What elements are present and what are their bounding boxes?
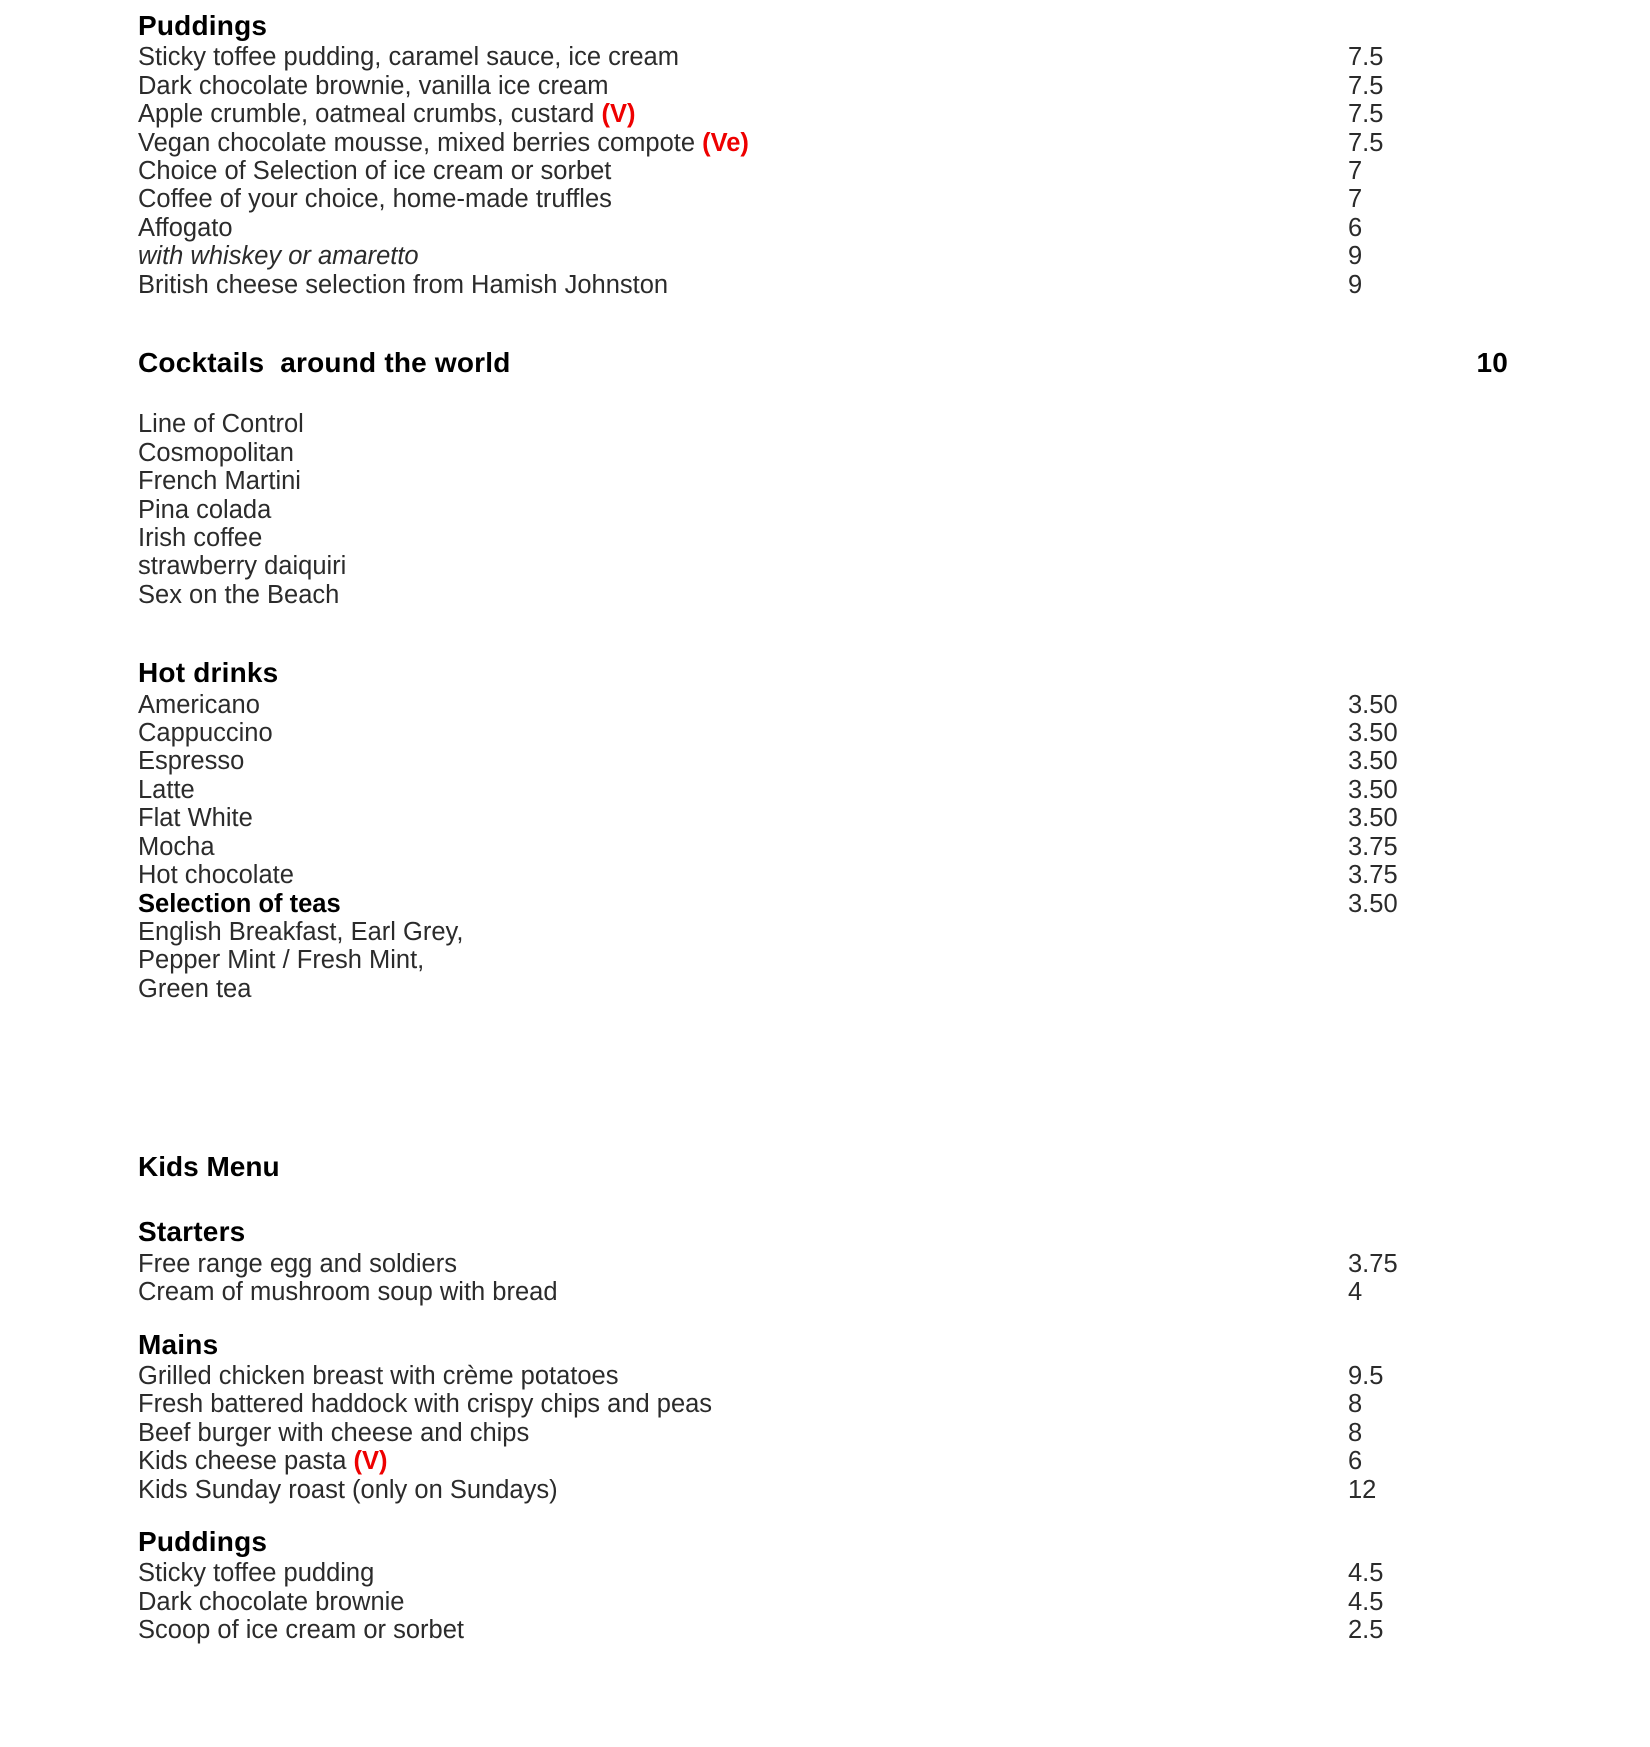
item-name: with whiskey or amaretto <box>138 242 419 271</box>
tea-variety-line: Pepper Mint / Fresh Mint, <box>138 946 425 975</box>
hot-drinks-item-list <box>138 691 1508 1004</box>
menu-item-row <box>138 100 1508 128</box>
kids-mains-item-list <box>138 1362 1508 1504</box>
section-kids-menu <box>138 1149 1508 1644</box>
item-name: Sticky toffee pudding <box>138 1559 375 1588</box>
item-name: Dark chocolate brownie, vanilla ice cream <box>138 71 609 100</box>
menu-item-row <box>138 1476 1508 1504</box>
item-name: Beef burger with cheese and chips <box>138 1418 530 1447</box>
menu-item-row <box>138 833 1508 861</box>
menu-item-row <box>138 691 1508 719</box>
item-name: Dark chocolate brownie <box>138 1587 405 1616</box>
item-name: Cappuccino <box>138 718 273 747</box>
item-name: Latte <box>138 775 195 804</box>
section-hot-drinks <box>138 655 1508 1003</box>
menu-content <box>138 8 1508 1644</box>
item-name: Choice of Selection of ice cream or sorbet <box>138 156 612 185</box>
item-name: Mocha <box>138 832 215 861</box>
kids-mains-heading: Mains <box>138 1328 219 1360</box>
item-name: Flat White <box>138 804 253 833</box>
cocktail-item: Line of Control <box>138 410 304 439</box>
section-puddings <box>138 8 1508 299</box>
item-price: 9 <box>1348 270 1363 299</box>
item-name: Selection of teas <box>138 889 341 918</box>
menu-item-row <box>138 804 1508 832</box>
menu-item-row <box>138 185 1508 213</box>
item-price: 3.50 <box>1348 718 1398 747</box>
section-cocktails <box>138 345 1508 609</box>
dietary-tag-vegetarian: (V) <box>601 100 636 129</box>
item-name: Vegan chocolate mousse, mixed berries compote <box>138 128 703 157</box>
menu-item-row <box>138 1278 1508 1306</box>
item-price: 4 <box>1348 1278 1363 1307</box>
hot-drinks-heading: Hot drinks <box>138 657 279 689</box>
menu-item-row-teas <box>138 890 1508 918</box>
kids-menu-spacer <box>138 1003 1508 1149</box>
menu-item-row <box>138 72 1508 100</box>
item-price: 4.5 <box>1348 1587 1384 1616</box>
menu-item-row <box>138 776 1508 804</box>
item-price: 6 <box>1348 213 1363 242</box>
subsection-spacer <box>138 1504 1508 1524</box>
item-name: Kids Sunday roast (only on Sundays) <box>138 1475 558 1504</box>
item-price: 7 <box>1348 185 1363 214</box>
tea-variety-line: Green tea <box>138 974 252 1003</box>
cocktails-item-list <box>138 410 1508 609</box>
menu-item-row <box>138 1559 1508 1587</box>
menu-item-row <box>138 1390 1508 1418</box>
tea-variety-line: English Breakfast, Earl Grey, <box>138 917 464 946</box>
item-price: 3.75 <box>1348 832 1398 861</box>
heading-spacer <box>138 1184 1508 1214</box>
kids-starters-heading: Starters <box>138 1216 246 1248</box>
item-name: Coffee of your choice, home-made truffles <box>138 185 612 214</box>
item-name: Affogato <box>138 213 233 242</box>
item-name: British cheese selection from Hamish Johnston <box>138 270 669 299</box>
cocktail-item: Pina colada <box>138 495 272 524</box>
kids-puddings-item-list <box>138 1559 1508 1644</box>
item-name: Grilled chicken breast with crème potatoes <box>138 1361 619 1390</box>
menu-item-row-modifier <box>138 242 1508 270</box>
menu-item-row <box>138 719 1508 747</box>
item-price: 3.75 <box>1348 1249 1398 1278</box>
cocktails-price: 10 <box>1476 347 1508 379</box>
menu-item-row <box>138 129 1508 157</box>
menu-item-row <box>138 43 1508 71</box>
kids-starters-item-list <box>138 1250 1508 1307</box>
puddings-item-list <box>138 43 1508 299</box>
item-price: 12 <box>1348 1475 1377 1504</box>
menu-item-row <box>138 1616 1508 1644</box>
cocktail-item: Cosmopolitan <box>138 438 294 467</box>
item-price: 3.50 <box>1348 690 1398 719</box>
item-price: 4.5 <box>1348 1559 1384 1588</box>
item-price: 8 <box>1348 1390 1363 1419</box>
item-name: Hot chocolate <box>138 861 294 890</box>
kids-puddings-heading: Puddings <box>138 1525 268 1557</box>
cocktails-heading-row <box>138 345 1508 380</box>
menu-item-row <box>138 747 1508 775</box>
heading-spacer <box>138 380 1508 410</box>
item-price: 8 <box>1348 1418 1363 1447</box>
menu-item-row <box>138 214 1508 242</box>
item-name: Fresh battered haddock with crispy chips and peas <box>138 1390 713 1419</box>
cocktail-item: Irish coffee <box>138 524 263 553</box>
menu-item-row <box>138 157 1508 185</box>
item-price: 3.75 <box>1348 861 1398 890</box>
menu-item-row <box>138 861 1508 889</box>
item-price: 7.5 <box>1348 128 1384 157</box>
menu-item-row <box>138 1419 1508 1447</box>
item-price: 9.5 <box>1348 1361 1384 1390</box>
item-name: Espresso <box>138 747 245 776</box>
section-spacer <box>138 609 1508 655</box>
item-price: 6 <box>1348 1447 1363 1476</box>
item-name: Kids cheese pasta <box>138 1447 354 1476</box>
cocktail-item: strawberry daiquiri <box>138 552 347 581</box>
item-name: Sticky toffee pudding, caramel sauce, ice cream <box>138 43 679 72</box>
menu-item-row <box>138 271 1508 299</box>
item-price: 3.50 <box>1348 804 1398 833</box>
item-price: 3.50 <box>1348 747 1398 776</box>
item-name: Scoop of ice cream or sorbet <box>138 1616 464 1645</box>
item-price: 7.5 <box>1348 71 1384 100</box>
dietary-tag-vegan: (Ve) <box>702 128 749 157</box>
item-price: 2.5 <box>1348 1616 1384 1645</box>
menu-item-row <box>138 1588 1508 1616</box>
section-spacer <box>138 299 1508 345</box>
item-name: Americano <box>138 690 260 719</box>
item-name: Apple crumble, oatmeal crumbs, custard <box>138 100 602 129</box>
item-price: 3.50 <box>1348 775 1398 804</box>
puddings-heading: Puddings <box>138 10 268 41</box>
cocktail-item: French Martini <box>138 467 301 496</box>
dietary-tag-vegetarian: (V) <box>353 1447 388 1476</box>
item-price: 7.5 <box>1348 100 1384 129</box>
kids-menu-title: Kids Menu <box>138 1151 280 1183</box>
item-price: 9 <box>1348 242 1363 271</box>
item-price: 3.50 <box>1348 889 1398 918</box>
item-price: 7 <box>1348 156 1363 185</box>
cocktails-heading: Cocktails around the world <box>138 347 511 379</box>
cocktail-item: Sex on the Beach <box>138 580 340 609</box>
menu-item-row <box>138 1447 1508 1475</box>
item-name: Free range egg and soldiers <box>138 1249 457 1278</box>
item-name: Cream of mushroom soup with bread <box>138 1278 558 1307</box>
subsection-spacer <box>138 1307 1508 1327</box>
menu-item-row <box>138 1250 1508 1278</box>
menu-item-row <box>138 1362 1508 1390</box>
item-price: 7.5 <box>1348 43 1384 72</box>
